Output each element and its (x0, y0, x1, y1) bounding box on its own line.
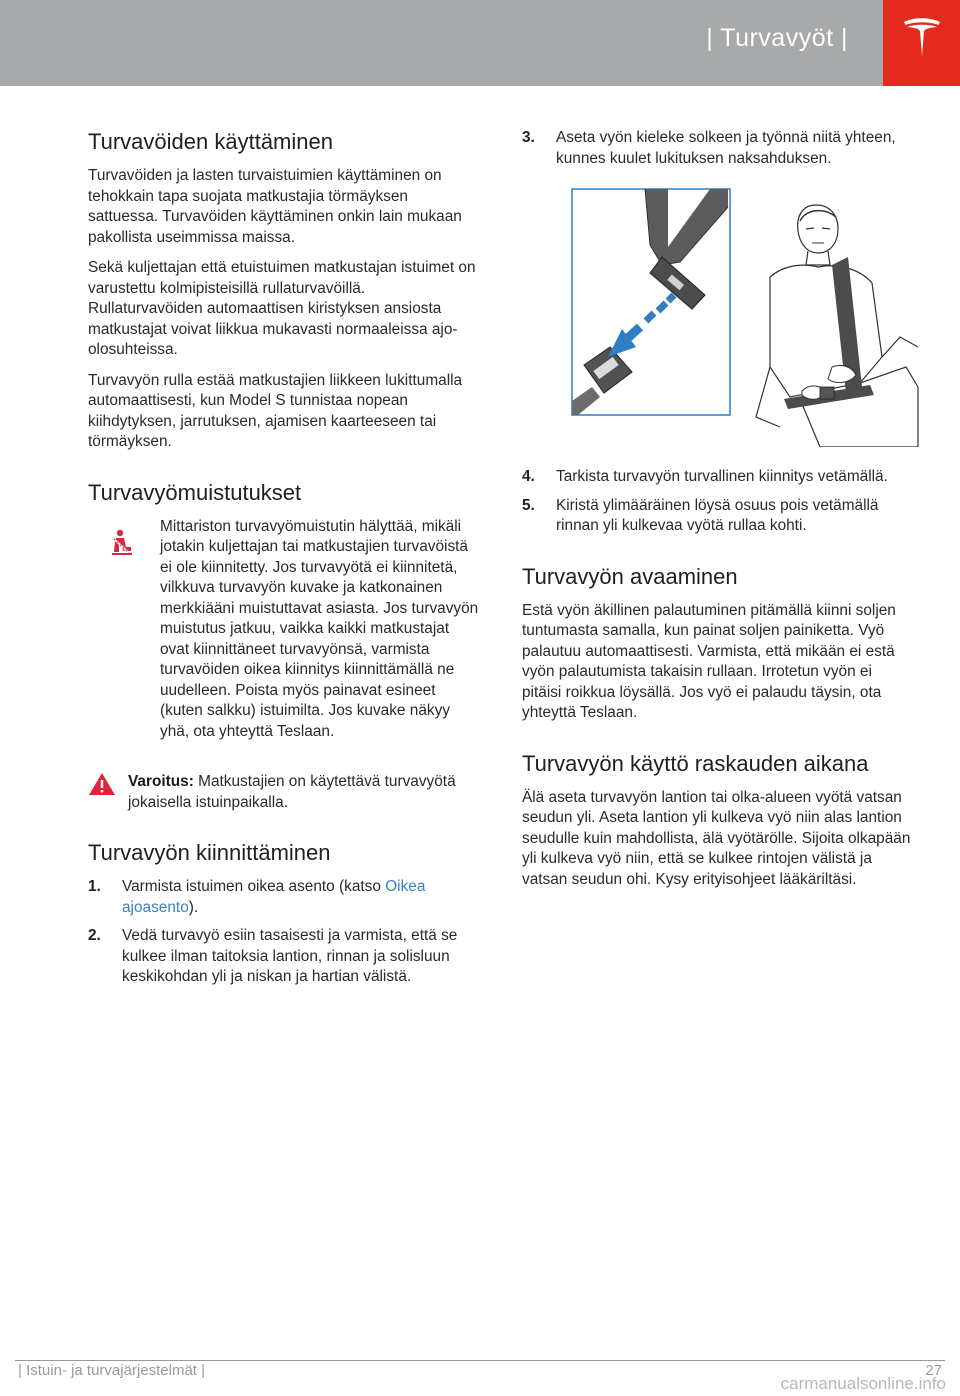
list-item (88, 877, 480, 918)
step-number: 2. (88, 927, 101, 944)
section-title-fastening: Turvavyön kiinnittäminen (88, 840, 331, 865)
footer-divider (15, 1360, 945, 1361)
step-number: 4. (522, 468, 535, 485)
list-item (88, 926, 480, 988)
step-text (122, 877, 480, 918)
paragraph: Turvavyön rulla estää matkustajien liikkeen lukittumalla automaattisesti, kun Model S tunnistaa nopean kiihdytyksen, jarrutuksen, ajamisen kaarteeseen tai törmäyksen. (88, 371, 463, 450)
step-number: 5. (522, 496, 535, 514)
paragraph: Turvavöiden ja lasten turvaistuimien käyttäminen on tehokkain tapa suojata matkustajia törmäyksen sattuessa. Turvavöiden käyttäminen onkin lain mukaan pakollista useimmissa maissa. (88, 167, 462, 246)
watermark: carmanualsonline.info (780, 1374, 946, 1393)
list-item (522, 467, 914, 488)
step-text-start: Varmista istuimen oikea asento (katso (122, 878, 386, 895)
chapter-title: | Turvavyöt | (706, 24, 848, 52)
section-title-pregnancy: Turvavyön käyttö raskauden aikana (522, 750, 869, 776)
paragraph: Älä aseta turvavyön lantion tai olka-alueen vyötä vatsan seudun yli. Aseta lantion yli kulkeva vyö niin alas lantion seudulle kuin mahdollista, älä vyötärölle. Sijoita olkapään yli kulkeva vyö niin, että se kulkee rintojen välistä ja vatsan seudun ohi. Kysy erityisohjeet lääkäriltäsi. (522, 788, 911, 888)
step-text-end: ). (188, 898, 199, 916)
paragraph: Estä vyön äkillinen palautuminen pitämällä kiinni soljen tuntumasta samalla, kun painat soljen painiketta. Vyö palautuu automaattisesti. Varmista, että mikään ei estä vyön palautumista takaisin rullaan. Irrotetun vyön ei pitäisi roikkua löysällä. Jos vyö ei palaudu täysin, ota yhteyttä Teslaan. (522, 601, 896, 721)
link-seating-position[interactable]: Oikea ajoasento (122, 878, 426, 916)
footer-section: | Istuin- ja turvajärjestelmät | (18, 1362, 206, 1379)
fastening-steps (88, 877, 480, 988)
page-number: 27 (925, 1362, 942, 1379)
seatbelt-icon (110, 529, 134, 557)
warning-body: Matkustajien on käytettävä turvavyötä jokaisella istuinpaikalla. (128, 773, 456, 811)
section-title-releasing: Turvavyön avaaminen (522, 563, 738, 589)
illustration-svg (570, 187, 920, 447)
left-column (88, 128, 480, 996)
warning-label: Varoitus: (128, 773, 194, 790)
fastening-steps-final (522, 467, 914, 537)
page-header (0, 0, 960, 86)
list-item (522, 496, 914, 537)
step-text: Tarkista turvavyön turvallinen kiinnitys vetämällä. (556, 468, 888, 485)
warning-note (88, 772, 480, 813)
step-number: 3. (522, 129, 535, 146)
paragraph: Sekä kuljettajan että etuistuimen matkustajan istuimet on varustettu kolmipisteisillä rullaturvavöillä. Rullaturvavöiden automaattisen kiristyksen ansiosta matkustajat voivat liikkua mukavasti normaaleissa ajo-olosuhteissa. (88, 259, 476, 358)
right-column (522, 128, 914, 900)
warning-text (128, 772, 480, 813)
step-text: Kiristä ylimääräinen löysä osuus pois vetämällä rinnan yli kulkevaa vyötä rullaa kohti. (556, 496, 879, 534)
step-text: Aseta vyön kieleke solkeen ja työnnä niitä yhteen, kunnes kuulet lukituksen naksahduksen. (556, 129, 896, 167)
brand-logo-box (883, 0, 960, 86)
warning-icon (88, 772, 116, 796)
tesla-logo-icon (902, 16, 942, 68)
reminder-note (88, 517, 480, 743)
section-title-using-belts: Turvavöiden käyttäminen (88, 129, 333, 154)
seatbelt-buckle-illustration (570, 187, 920, 447)
reminder-text: Mittariston turvavyömuistutin hälyttää, mikäli jotakin kuljettajan tai matkustajien turvavöistä ei ole kiinnitetty. Jos turvavyötä ei kiinnitetä, vilkkuva turvavyön kuvake ja katkonainen merkkiääni muistuttavat asiasta. Jos turvavyön muistutus jatkuu, vaikka kaikki matkustajat ovat kiinnittäneet turvavyönsä, varmista turvavöiden oikea kiinnitys kiinnittämällä ne uudelleen. Poista myös painavat esineet (kuten salkku) istuimilta. Jos kuvake näkyy yhä, ota yhteyttä Teslaan. (160, 517, 479, 740)
section-title-reminders: Turvavyömuistutukset (88, 479, 302, 505)
step-text: Vedä turvavyö esiin tasaisesti ja varmista, että se kulkee ilman taitoksia lantion, rinnan ja solisluun keskikohdan yli ja niskan ja hartian välistä. (122, 927, 458, 985)
fastening-steps-continued (522, 128, 914, 169)
step-number: 1. (88, 878, 101, 895)
list-item (522, 128, 914, 169)
